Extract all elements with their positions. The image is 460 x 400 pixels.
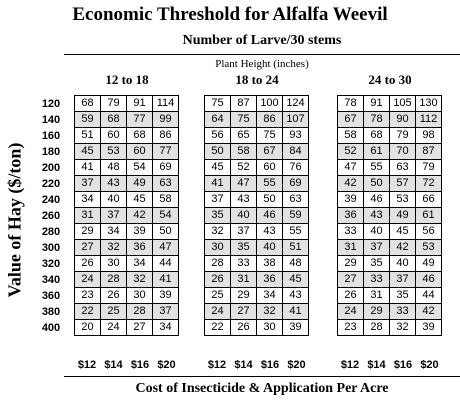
table-row	[205, 208, 309, 224]
table-row	[338, 240, 442, 256]
table-cell: 64	[205, 112, 231, 128]
table-cell: 27	[127, 320, 153, 336]
table-row	[338, 224, 442, 240]
table-cell: 27	[231, 304, 257, 320]
table-cell: 68	[75, 96, 101, 112]
table-row	[205, 96, 309, 112]
table-cell: 36	[257, 272, 283, 288]
table-row	[338, 128, 442, 144]
hay-value-label: 220	[41, 178, 61, 190]
table-cell: 32	[101, 240, 127, 256]
table-cell: 68	[364, 128, 390, 144]
table-cell: 46	[416, 272, 442, 288]
table-row	[75, 128, 179, 144]
table-cell: 86	[257, 112, 283, 128]
table-cell: 40	[231, 208, 257, 224]
table-cell: 38	[257, 256, 283, 272]
table-cell: 31	[338, 240, 364, 256]
table-cell: 36	[338, 208, 364, 224]
table-cell: 61	[416, 208, 442, 224]
table-cell: 39	[127, 224, 153, 240]
table-cell: 31	[231, 272, 257, 288]
table-cell: 37	[153, 304, 179, 320]
table-cell: 32	[127, 272, 153, 288]
table-cell: 79	[390, 128, 416, 144]
table-cell: 84	[283, 144, 309, 160]
table-cell: 76	[283, 160, 309, 176]
table-cell: 52	[338, 144, 364, 160]
table-row	[205, 224, 309, 240]
table-cell: 22	[205, 320, 231, 336]
table-cell: 112	[416, 112, 442, 128]
hay-value-label: 200	[41, 162, 61, 174]
table-cell: 49	[390, 208, 416, 224]
table-cell: 32	[390, 320, 416, 336]
table-cell: 124	[283, 96, 309, 112]
hay-value-label: 260	[41, 210, 61, 222]
table-cell: 55	[364, 160, 390, 176]
cost-label: $12	[340, 359, 360, 371]
table-cell: 39	[338, 192, 364, 208]
table-cell: 60	[127, 144, 153, 160]
table-row	[75, 176, 179, 192]
table-cell: 40	[390, 256, 416, 272]
table-row	[205, 288, 309, 304]
table-cell: 37	[231, 224, 257, 240]
table-cell: 28	[101, 272, 127, 288]
table-cell: 26	[231, 320, 257, 336]
table-cell: 46	[257, 208, 283, 224]
footer-divider	[64, 376, 460, 377]
table-cell: 54	[127, 160, 153, 176]
table-row	[205, 160, 309, 176]
table-cell: 45	[283, 272, 309, 288]
hay-value-label: 120	[41, 98, 61, 110]
table-cell: 43	[283, 288, 309, 304]
range-label-12-to-18: 12 to 18	[105, 72, 149, 87]
table-row	[75, 96, 179, 112]
table-subtitle: Number of Larve/30 stems	[182, 33, 342, 48]
table-cell: 79	[416, 160, 442, 176]
table-cell: 67	[338, 112, 364, 128]
table-row	[75, 240, 179, 256]
table-cell: 43	[231, 192, 257, 208]
table-cell: 48	[101, 160, 127, 176]
table-cell: 87	[416, 144, 442, 160]
range-label-24-to-30: 24 to 30	[368, 72, 412, 87]
table-cell: 47	[153, 240, 179, 256]
table-row	[338, 288, 442, 304]
table-cell: 56	[416, 224, 442, 240]
threshold-grid-12-to-18	[74, 95, 179, 336]
table-cell: 23	[338, 320, 364, 336]
table-cell: 47	[231, 176, 257, 192]
table-cell: 29	[231, 288, 257, 304]
table-cell: 43	[364, 208, 390, 224]
table-cell: 44	[416, 288, 442, 304]
table-cell: 42	[338, 176, 364, 192]
threshold-grid-18-to-24	[204, 95, 309, 336]
table-cell: 58	[153, 192, 179, 208]
table-cell: 68	[127, 128, 153, 144]
table-cell: 63	[153, 176, 179, 192]
table-cell: 25	[101, 304, 127, 320]
table-row	[75, 256, 179, 272]
table-cell: 28	[127, 304, 153, 320]
table-cell: 36	[127, 240, 153, 256]
table-row	[338, 272, 442, 288]
table-cell: 33	[338, 224, 364, 240]
threshold-grid-24-to-30	[337, 95, 442, 336]
table-cell: 59	[75, 112, 101, 128]
table-cell: 90	[390, 112, 416, 128]
subtitle-divider	[64, 54, 460, 55]
table-cell: 30	[205, 240, 231, 256]
table-cell: 27	[338, 272, 364, 288]
table-cell: 68	[101, 112, 127, 128]
table-cell: 51	[75, 128, 101, 144]
table-cell: 87	[231, 96, 257, 112]
table-row	[75, 208, 179, 224]
table-cell: 37	[390, 272, 416, 288]
cost-label: $20	[157, 359, 176, 371]
table-cell: 34	[153, 320, 179, 336]
table-cell: 45	[127, 192, 153, 208]
table-cell: 63	[390, 160, 416, 176]
table-cell: 105	[390, 96, 416, 112]
table-cell: 69	[153, 160, 179, 176]
table-row	[75, 192, 179, 208]
table-cell: 39	[153, 288, 179, 304]
table-cell: 60	[101, 128, 127, 144]
table-row	[205, 144, 309, 160]
table-cell: 77	[127, 112, 153, 128]
hay-value-label: 180	[41, 146, 61, 158]
table-cell: 35	[231, 240, 257, 256]
table-cell: 65	[231, 128, 257, 144]
hay-value-label: 280	[41, 226, 61, 238]
table-cell: 40	[101, 192, 127, 208]
table-cell: 37	[205, 192, 231, 208]
table-cell: 41	[205, 176, 231, 192]
table-row	[75, 288, 179, 304]
table-row	[75, 112, 179, 128]
table-cell: 41	[75, 160, 101, 176]
table-cell: 50	[205, 144, 231, 160]
table-cell: 53	[390, 192, 416, 208]
cost-label: $16	[393, 359, 413, 371]
y-axis-label: Value of Hay ($/ton)	[4, 142, 25, 298]
table-row	[338, 256, 442, 272]
table-row	[338, 208, 442, 224]
table-cell: 52	[231, 160, 257, 176]
table-cell: 34	[257, 288, 283, 304]
plant-height-label: Plant Height (inches)	[215, 58, 309, 70]
table-cell: 63	[283, 192, 309, 208]
table-cell: 33	[364, 272, 390, 288]
table-cell: 45	[205, 160, 231, 176]
table-cell: 49	[416, 256, 442, 272]
table-cell: 79	[101, 96, 127, 112]
cost-label: $12	[207, 359, 227, 371]
table-cell: 34	[75, 192, 101, 208]
table-cell: 37	[364, 240, 390, 256]
table-cell: 91	[127, 96, 153, 112]
table-cell: 75	[231, 112, 257, 128]
table-cell: 44	[153, 256, 179, 272]
table-cell: 20	[75, 320, 101, 336]
table-cell: 34	[101, 224, 127, 240]
table-cell: 66	[416, 192, 442, 208]
table-cell: 53	[101, 144, 127, 160]
table-cell: 45	[390, 224, 416, 240]
table-cell: 40	[364, 224, 390, 240]
table-row	[75, 224, 179, 240]
page-title: Economic Threshold for Alfalfa Weevil	[72, 4, 388, 25]
table-row	[205, 192, 309, 208]
table-cell: 57	[390, 176, 416, 192]
table-cell: 75	[205, 96, 231, 112]
table-cell: 41	[153, 272, 179, 288]
table-cell: 56	[205, 128, 231, 144]
table-cell: 39	[283, 320, 309, 336]
table-cell: 58	[338, 128, 364, 144]
hay-value-label: 140	[41, 114, 61, 126]
range-label-18-to-24: 18 to 24	[235, 72, 279, 87]
table-row	[338, 192, 442, 208]
table-cell: 107	[283, 112, 309, 128]
table-cell: 29	[338, 256, 364, 272]
table-cell: 35	[364, 256, 390, 272]
table-cell: 98	[416, 128, 442, 144]
table-cell: 51	[283, 240, 309, 256]
table-cell: 27	[75, 240, 101, 256]
table-cell: 59	[283, 208, 309, 224]
table-cell: 28	[205, 256, 231, 272]
table-cell: 24	[101, 320, 127, 336]
table-cell: 30	[101, 256, 127, 272]
table-row	[338, 304, 442, 320]
table-row	[338, 320, 442, 336]
hay-value-label: 240	[41, 194, 61, 206]
table-cell: 35	[390, 288, 416, 304]
table-cell: 23	[75, 288, 101, 304]
table-cell: 29	[364, 304, 390, 320]
cost-label: $14	[234, 359, 253, 371]
table-cell: 67	[257, 144, 283, 160]
table-row	[205, 112, 309, 128]
table-cell: 55	[257, 176, 283, 192]
table-cell: 35	[205, 208, 231, 224]
table-cell: 48	[283, 256, 309, 272]
cost-label: $16	[130, 359, 150, 371]
table-cell: 37	[75, 176, 101, 192]
table-cell: 37	[101, 208, 127, 224]
table-cell: 99	[153, 112, 179, 128]
table-row	[338, 160, 442, 176]
table-cell: 33	[390, 304, 416, 320]
table-cell: 69	[283, 176, 309, 192]
table-cell: 24	[75, 272, 101, 288]
table-row	[205, 256, 309, 272]
table-row	[205, 320, 309, 336]
table-cell: 72	[416, 176, 442, 192]
hay-value-label: 320	[41, 258, 61, 270]
hay-value-label: 360	[41, 290, 61, 302]
table-cell: 78	[338, 96, 364, 112]
table-cell: 78	[364, 112, 390, 128]
table-cell: 49	[127, 176, 153, 192]
table-cell: 93	[283, 128, 309, 144]
table-cell: 24	[338, 304, 364, 320]
table-cell: 60	[257, 160, 283, 176]
table-cell: 22	[75, 304, 101, 320]
table-cell: 91	[364, 96, 390, 112]
table-cell: 75	[257, 128, 283, 144]
table-cell: 58	[231, 144, 257, 160]
table-cell: 33	[231, 256, 257, 272]
table-cell: 42	[127, 208, 153, 224]
table-cell: 32	[257, 304, 283, 320]
table-cell: 47	[338, 160, 364, 176]
hay-value-label: 300	[41, 242, 61, 254]
table-cell: 26	[205, 272, 231, 288]
table-cell: 61	[364, 144, 390, 160]
table-row	[338, 112, 442, 128]
table-row	[75, 320, 179, 336]
table-cell: 26	[75, 256, 101, 272]
table-cell: 26	[338, 288, 364, 304]
table-cell: 28	[364, 320, 390, 336]
table-cell: 45	[75, 144, 101, 160]
table-cell: 41	[283, 304, 309, 320]
table-cell: 43	[257, 224, 283, 240]
table-row	[338, 96, 442, 112]
table-row	[338, 176, 442, 192]
table-cell: 130	[416, 96, 442, 112]
hay-value-label: 340	[41, 274, 61, 286]
cost-label: $14	[367, 359, 386, 371]
table-cell: 24	[205, 304, 231, 320]
table-row	[205, 128, 309, 144]
cost-label: $20	[287, 359, 306, 371]
table-cell: 26	[101, 288, 127, 304]
footer-caption: Cost of Insecticide & Application Per Acre	[135, 381, 389, 396]
table-row	[205, 240, 309, 256]
hay-value-label: 160	[41, 130, 61, 142]
table-row	[205, 304, 309, 320]
table-cell: 46	[364, 192, 390, 208]
cost-label: $16	[260, 359, 280, 371]
table-cell: 29	[75, 224, 101, 240]
table-row	[75, 144, 179, 160]
table-cell: 54	[153, 208, 179, 224]
table-cell: 40	[257, 240, 283, 256]
hay-value-label: 400	[41, 322, 61, 334]
table-row	[205, 176, 309, 192]
table-cell: 31	[75, 208, 101, 224]
table-cell: 50	[364, 176, 390, 192]
table-cell: 32	[205, 224, 231, 240]
cost-label: $20	[420, 359, 439, 371]
table-cell: 53	[416, 240, 442, 256]
hay-value-label: 380	[41, 306, 61, 318]
table-cell: 100	[257, 96, 283, 112]
table-cell: 55	[283, 224, 309, 240]
table-row	[338, 144, 442, 160]
table-cell: 42	[390, 240, 416, 256]
table-cell: 43	[101, 176, 127, 192]
table-cell: 86	[153, 128, 179, 144]
table-row	[205, 272, 309, 288]
table-row	[75, 304, 179, 320]
cost-label: $12	[77, 359, 97, 371]
cost-label: $14	[104, 359, 123, 371]
table-cell: 114	[153, 96, 179, 112]
table-cell: 34	[127, 256, 153, 272]
table-cell: 30	[127, 288, 153, 304]
table-row	[75, 272, 179, 288]
table-cell: 42	[416, 304, 442, 320]
table-cell: 50	[153, 224, 179, 240]
table-cell: 70	[390, 144, 416, 160]
table-cell: 31	[364, 288, 390, 304]
table-cell: 30	[257, 320, 283, 336]
table-cell: 25	[205, 288, 231, 304]
table-cell: 50	[257, 192, 283, 208]
table-cell: 39	[416, 320, 442, 336]
table-row	[75, 160, 179, 176]
table-cell: 77	[153, 144, 179, 160]
